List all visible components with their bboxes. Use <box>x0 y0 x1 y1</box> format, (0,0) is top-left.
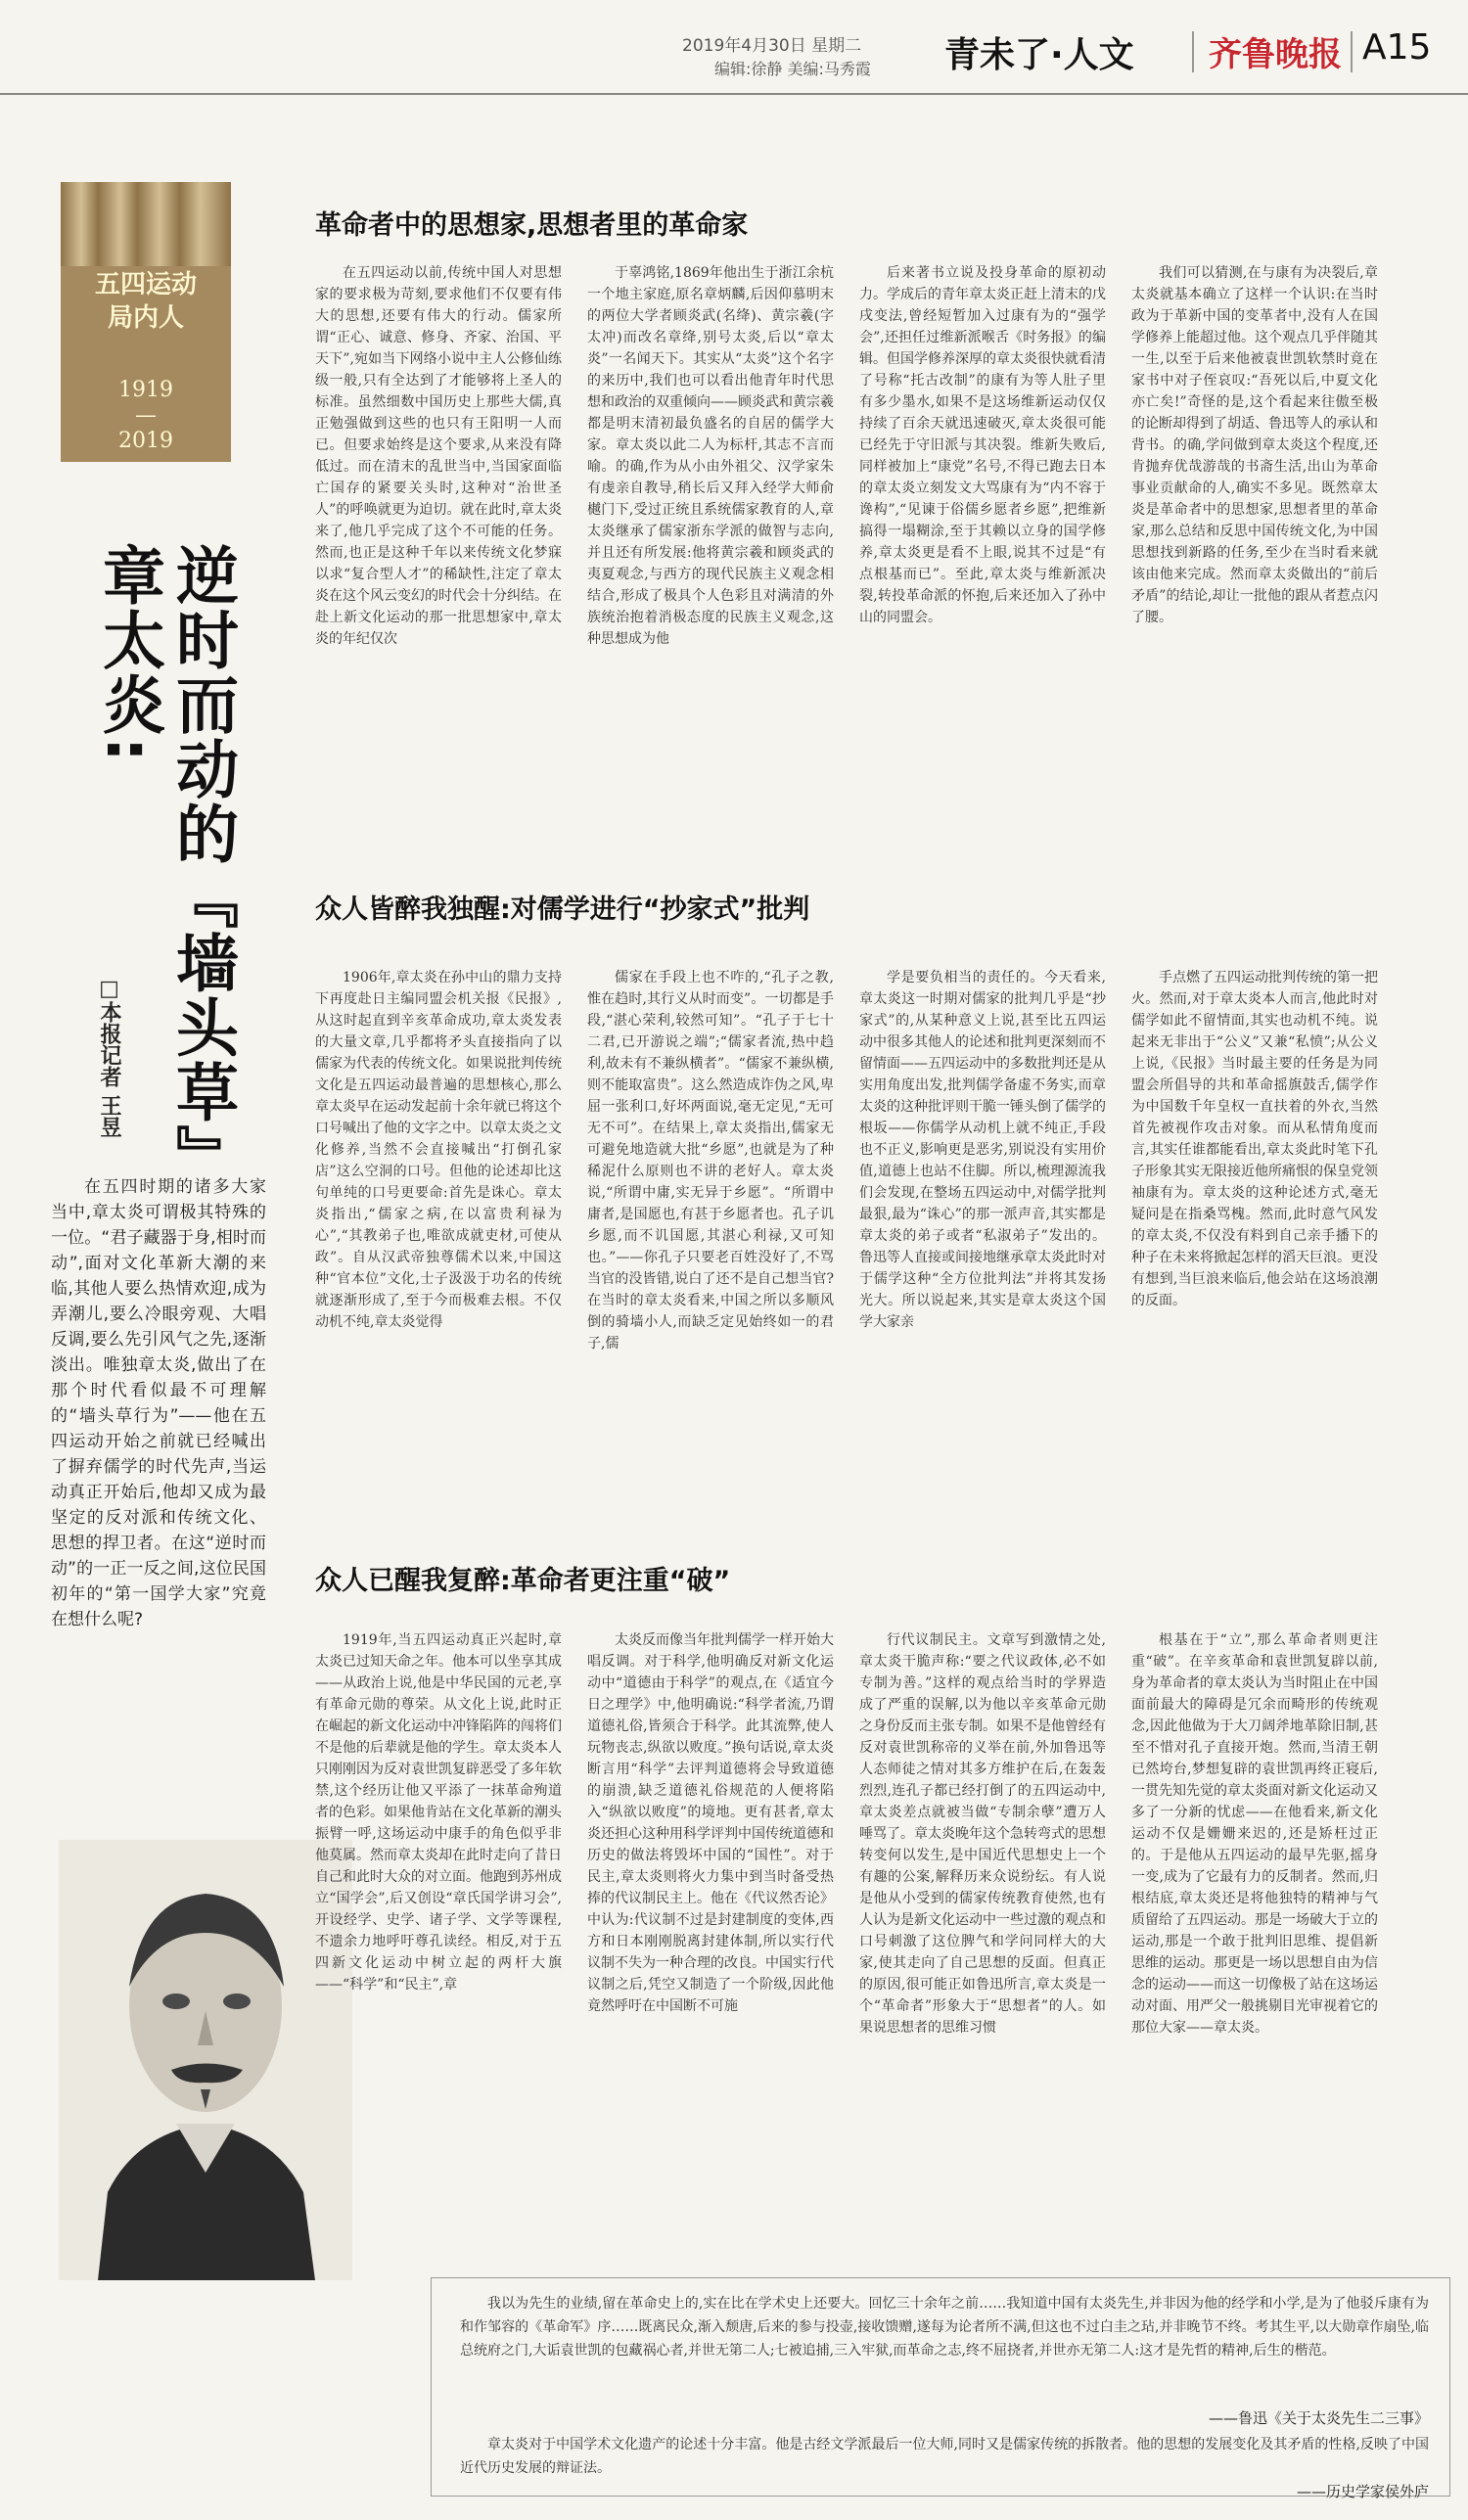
column-text: 1919年,当五四运动真正兴起时,章太炎已过知天命之年。他本可以坐享其成——从政治上说,他是中华民国的元老,享有革命元勋的尊荣。从文化上说,此时正在崛起的新文化运动中冲锋陷阵的闯将们不是他的后辈就是他的学生。章太炎本人只刚刚因为反对袁世凯复辟恶受了多年软禁,这个经历让他又平添了一抹革命殉道者的色彩。如果他肯站在文化革新的潮头振臂一呼,这场运动中康手的角色似乎非他莫属。然而章太炎却在此时走向了昔日自己和此时大众的对立面。他跑到苏州成立“国学会”,后又创设“章氏国学讲习会”,开设经学、史学、诸子学、文学等课程,不遗余力地呼吁尊孔读经。相反,对于五四新文化运动中树立起的两杆大旗——“科学”和“民主”,章 <box>315 1632 562 1993</box>
column-text: 手点燃了五四运动批判传统的第一把火。然而,对于章太炎本人而言,他此时对儒学如此不留情面,其实也动机不纯。说起来无非出于“公义”又兼“私愤”;从公义上说,《民报》当时最主要的任务是为同盟会所倡导的共和革命摇旗鼓舌,儒学作为中国数千年皇权一直扶着的外衣,当然首先被视作攻击对象。而从私情角度而言,其实任谁都能看出,章太炎此时笔下孔子形象其实无限接近他所痛恨的保皇党领袖康有为。章太炎的这种论述方式,毫无疑问是在指桑骂槐。然而,此时意气风发的章太炎,不仅没有料到自己亲手播下的种子在未来将掀起怎样的滔天巨浪。更没有想到,当巨浪来临后,他会站在这场浪潮的反面。 <box>1131 970 1378 1308</box>
article-column <box>1131 262 1378 848</box>
page-number: A15 <box>1362 27 1432 68</box>
article-column <box>1131 967 1378 1521</box>
column-text: 在五四运动以前,传统中国人对思想家的要求极为苛刻,要求他们不仅要有伟大的思想,还要有伟大的行动。儒家所谓“正心、诚意、修身、齐家、治国、平天下”,宛如当下网络小说中主人公修仙练级一般,只有全达到了才能够将上圣人的标准。虽然细数中国历史上那些大儒,真正勉强做到这些的也只有王阳明一人而已。但要求始终是这个要求,从来没有降低过。而在清末的乱世当中,当国家面临亡国存的紧要关头时,这种对“治世圣人”的呼唤就更为迫切。就在此时,章太炎来了,他几乎完成了这个不可能的任务。然而,也正是这种千年以来传统文化梦寐以求“复合型人才”的稀缺性,注定了章太炎在这个风云变幻的时代会十分纠结。在赴上新文化运动的那一批思想家中,章太炎的年纪仅次 <box>315 265 562 647</box>
article-column <box>315 262 562 848</box>
byline: □本报记者 王昱 <box>97 977 121 1138</box>
badge-title-line: 局内人 <box>107 303 184 333</box>
quote-attribution: ——历史学家侯外庐 <box>1296 2483 1429 2500</box>
headline-line: 章太炎: <box>92 543 164 764</box>
editor-credits: 编辑:徐静 美编:马秀霞 <box>714 60 871 78</box>
article-column <box>859 967 1106 1521</box>
intro-paragraph: 在五四时期的诸多大家当中,章太炎可谓极其特殊的一位。“君子藏器于身,相时而动”,面对文化革新大潮的来临,其他人要么热情欢迎,成为弄潮儿,要么冷眼旁观、大唱反调,要么先引风气之先,逐渐淡出。唯独章太炎,做出了在那个时代看似最不可理解的“墙头草行为”——他在五四运动开始之前就已经喊出了摒弃儒学的时代先声,当运动真正开始后,他却又成为最坚定的反对派和传统文化、思想的捍卫者。在这“逆时而动”的一正一反之间,这位民国初年的“第一国学大家”究竟在想什么呢? <box>51 1177 266 1629</box>
article-column <box>315 1629 562 2256</box>
quote-text: 章太炎对于中国学术文化遗产的论述十分丰富。他是古经文学派最后一位大师,同时又是儒家传统的拆散者。他的思想的发展变化及其矛盾的性格,反映了中国近代历史发展的辩证法。 <box>460 2437 1429 2476</box>
badge-sculpture-image <box>61 182 231 266</box>
quote-text: 我以为先生的业绩,留在革命史上的,实在比在学术史上还要大。回忆三十余年之前……我知道中国有太炎先生,并非因为他的经学和小学,是为了他驳斥康有为和作邹容的《革命军》序……既离民众,渐入颓唐,后来的参与投壶,接收馈赠,遂每为论者所不满,但这也不过白圭之玷,并非晚节不终。考其生平,以大勋章作扇坠,临总统府之门,大诟袁世凯的包藏祸心者,并世无第二人;七被追捕,三入牢狱,而革命之志,终不屈挠者,并世亦无第二人:这才是先哲的精神,后生的楷范。 <box>460 2296 1429 2359</box>
column-text: 学是要负相当的责任的。今天看来,章太炎这一时期对儒家的批判几乎是“抄家式”的,从某种意义上说,甚至比五四运动中很多其他人的论述和批判更深刻而不留情面——五四运动中的多数批判还是从实用角度出发,批判儒学备虚不务实,而章太炎的这种批评则干脆一锤头倒了儒学的根坂——你儒学从动机上就不纯正,手段也不正义,影响更是恶劣,别说没有实用价值,道德上也站不住脚。所以,梳理源流我们会发现,在整场五四运动中,对儒学批判最狠,最为“诛心”的那一派声音,其实都是章太炎的弟子或者“私淑弟子”发出的。鲁迅等人直接或间接地继承章太炎此时对于儒学这种“全方位批判法”并将其发扬光大。所以说起来,其实是章太炎这个国学大家亲 <box>859 970 1106 1330</box>
badge-year: 2019 <box>118 429 173 453</box>
column-text: 太炎反而像当年批判儒学一样开始大唱反调。对于科学,他明确反对新文化运动中“道德由于科学”的观点,在《适宜今日之理学》中,他明确说:“科学者流,乃谓道德礼俗,皆须合于科学。此其流弊,使人玩物丧志,纵欲以败度。”换句话说,章太炎断言用“科学”去评判道德将会导致道德的崩溃,缺乏道德礼俗规范的人便将陷入“纵欲以败度”的境地。更有甚者,章太炎还担心这种用科学评判中国传统道德和历史的做法将毁坏中国的“国性”。对于民主,章太炎则将火力集中到当时备受热捧的代议制民主上。他在《代议然否论》中认为:代议制不过是封建制度的变体,西方和日本刚刚脱离封建体制,所以实行代议制不失为一种合理的改良。中国实行代议制之后,凭空又制造了一个阶级,因此他竟然呼吁在中国断不可施 <box>587 1632 834 2014</box>
badge-title <box>61 268 231 335</box>
series-badge <box>61 182 231 462</box>
header-divider <box>1351 31 1353 72</box>
section-heading: 众人皆醉我独醒:对儒学进行“抄家式”批判 <box>315 894 810 925</box>
article-column <box>587 262 834 848</box>
badge-years <box>100 378 192 454</box>
column-text: 1906年,章太炎在孙中山的鼎力支持下再度赴日主编同盟会机关报《民报》,从这时起直到辛亥革命成功,章太炎发表的大量文章,几乎都将矛头直接指向了以儒家为代表的传统文化。如果说批判传统文化是五四运动最普遍的思想核心,那么章太炎早在运动发起前十余年就已将这个口号喊出了他的文字之中。以章太炎之文化修养,当然不会直接喊出“打倒孔家店”这么空洞的口号。但他的论述却比这句单纯的口号更要命:首先是诛心。章太炎指出,“儒家之病,在以富贵利禄为心”,“其教弟子也,唯欲成就吏材,可使从政”。自从汉武帝独尊儒术以来,中国这种“官本位”文化,士子汲汲于功名的传统就逐渐形成了,至于今而极难去根。不仅动机不纯,章太炎觉得 <box>315 970 562 1330</box>
portrait-photo <box>59 1840 352 2280</box>
column-text: 我们可以猜测,在与康有为决裂后,章太炎就基本确立了这样一个认识:在当时政为于革新中国的变革者中,没有人在国学修养上能超过他。这个观点几乎伴随其一生,以至于后来他被袁世凯软禁时竟在家书中对子侄哀叹:“吾死以后,中夏文化亦亡矣!”奇怪的是,这个看起来往傲至极的论断却得到了胡适、鲁迅等人的承认和背书。的确,学问做到章太炎这个程度,还肯抛弃优哉游哉的书斋生活,出山为革命事业贡献命的人,确实不多见。既然章太炎是革命者中的思想家,思想者里的革命家,那么总结和反思中国传统文化,为中国思想找到新路的任务,至少在当时看来就该由他来完成。然而章太炎做出的“前后矛盾”的结论,却让一批他的跟从者惹点闪了腰。 <box>1131 265 1378 625</box>
article-column <box>587 1629 834 2256</box>
column-text: 于辜鸿铭,1869年他出生于浙江余杭一个地主家庭,原名章炳麟,后因仰慕明末的两位大学者顾炎武(名绛)、黄宗羲(字太冲)而改名章绛,别号太炎,后以“章太炎”一名闻天下。其实从“太炎”这个名字的来历中,我们也可以看出他青年时代思想和政治的双重倾向——顾炎武和黄宗羲都是明末清初最负盛名的自居的儒学大家。章太炎以此二人为标杆,其志不言而喻。的确,作为从小由外祖父、汉学家朱有虔亲自教导,稍长后又拜入经学大师俞樾门下,受过正统且系统儒家教育的人,章太炎继承了儒家浙东学派的做智与志向,并且还有所发展:他将黄宗羲和顾炎武的夷夏观念,与西方的现代民族主义观念相结合,形成了极具个人色彩且对满清的外族统治抱着消极态度的民族主义观念,这种思想成为他 <box>587 265 834 647</box>
section-heading: 革命者中的思想家,思想者里的革命家 <box>315 210 749 241</box>
quote-attribution: ——鲁迅《关于太炎先生二三事》 <box>1208 2409 1429 2427</box>
headline-line: 逆时而动的『墙头草』 <box>165 543 238 1189</box>
header-divider <box>1192 31 1194 72</box>
header-rule <box>0 93 1468 95</box>
column-text: 根基在于“立”,那么革命者则更注重“破”。在辛亥革命和袁世凯复辟以前,身为革命者的章太炎认为当时阻止在中国面前最大的障碍是冗余而畸形的传统观念,因此他做为于大刀阔斧地革除旧制,甚至不惜对孔子直接开炮。然而,当清王朝已然垮台,梦想复辟的袁世凯再终正寝后,一贯先知先觉的章太炎面对新文化运动又多了一分新的忧虑——在他看来,新文化运动不仅是姗姗来迟的,还是矫枉过正的。于是他从五四运动的最早先驱,摇身一变,成为了它最有力的反制者。然而,归根结底,章太炎还是将他独特的精神与气质留给了五四运动。那是一场破大于立的运动,那是一个敢于批判旧思维、提倡新思维的运动。那更是一场以思想自由为信念的运动——而这一切像极了站在这场运动对面、用严父一般挑剔目光审视着它的那位大家——章太炎。 <box>1131 1632 1378 2036</box>
article-column <box>859 1629 1106 2256</box>
issue-date: 2019年4月30日 星期二 <box>682 36 862 56</box>
article-column <box>587 967 834 1521</box>
article-column <box>315 967 562 1521</box>
column-text: 行代议制民主。文章写到激情之处,章太炎干脆声称:“要之代议政体,必不如专制为善。”这样的观点给当时的学界造成了严重的误解,以为他以辛亥革命元勋之身份反而主张专制。如果不是他曾经有反对袁世凯称帝的义举在前,外加鲁迅等人态师徒之情对其多方维护在后,在轰轰烈烈,连孔子都已经打倒了的五四运动中,章太炎差点就被当做“专制余孽”遭万人唾骂了。章太炎晚年这个急转弯式的思想转变何以发生,是中国近代思想史上一个有趣的公案,解释历来众说纷纭。有人说是他从小受到的儒家传统教育使然,也有人认为是新文化运动中一些过激的观点和口号刺激了这位脾气和学问同样大的大家,使其走向了自己思想的反面。但真正的原因,很可能正如鲁迅所言,章太炎是一个“革命者”形象大于“思想者”的人。如果说思想者的思维习惯 <box>859 1632 1106 2036</box>
section-heading: 众人已醒我复醉:革命者更注重“破” <box>315 1566 731 1596</box>
column-text: 后来著书立说及投身革命的原初动力。学成后的青年章太炎正赶上清末的戊戌变法,曾经短暂加入过康有为的“强学会”,还担任过维新派喉舌《时务报》的编辑。但国学修养深厚的章太炎很快就看清了号称“托古改制”的康有为等人肚子里有多少墨水,如果不是这场维新运动仅仅持续了百余天就迅速破灭,章太炎很可能已经先于守旧派与其决裂。维新失败后,同样被加上“康党”名号,不得已跑去日本的章太炎立刻发文大骂康有为“内不容于谗构”,“见谏于俗儒乡愿者乡愿”,把维新搞得一塌糊涂,至于其赖以立身的国学修养,章太炎更是看不上眼,说其不过是“有点根基而已”。至此,章太炎与维新派决裂,转投革命派的怀抱,后来还加入了孙中山的同盟会。 <box>859 265 1106 625</box>
badge-year: 1919 <box>118 378 173 402</box>
newspaper-logo: 齐鲁晚报 <box>1209 35 1342 74</box>
article-column <box>859 262 1106 848</box>
section-name: 青未了·人文 <box>944 35 1134 75</box>
article-column <box>1131 1629 1378 2256</box>
badge-title-line: 五四运动 <box>94 270 197 299</box>
column-text: 儒家在手段上也不咋的,“孔子之教,惟在趋时,其行义从时而变”。一切都是手段,“湛心荣利,较然可知”。“孔子于七十二君,已开游说之端”;“儒家者流,热中趋利,故未有不兼纵横者”。“儒家不兼纵横,则不能取富贵”。这么然造成诈伪之风,卑屈一张利口,好坏两面说,毫无定见,“无可无不可”。在结果上,章太炎指出,儒家无可避免地造就大批“乡愿”,也就是为了种稀泥什么原则也不讲的老好人。章太炎说,“所谓中庸,实无异于乡愿”。“所谓中庸者,是国愿也,有甚于乡愿者也。孔子讥乡愿,而不讥国愿,其湛心利禄,又可知也。”——你孔子只要老百姓没好了,不骂当官的没皆错,说白了还不是自己想当官?在当时的章太炎看来,中国之所以多顺风倒的骑墙小人,而缺乏定见始终如一的君子,儒 <box>587 970 834 1352</box>
badge-dash: — <box>135 403 157 428</box>
